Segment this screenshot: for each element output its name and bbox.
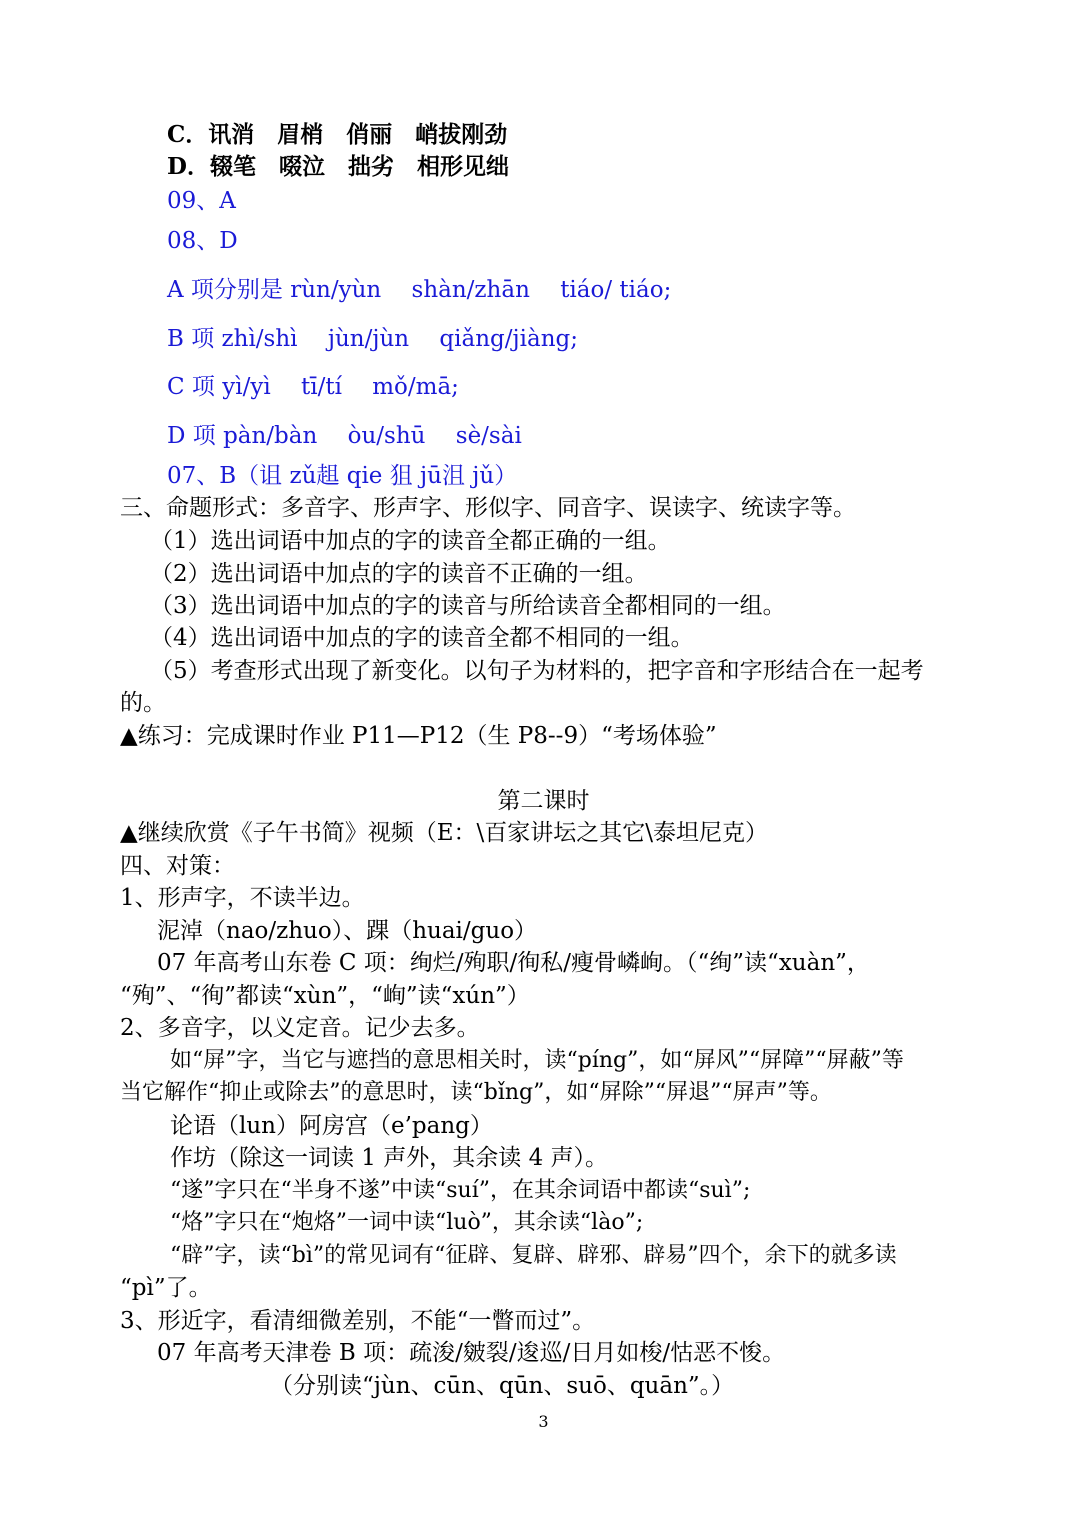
- option-c: C．讯消 眉梢 俏丽 峭拔刚劲: [167, 121, 508, 148]
- strategy-2-line-7: “辟”字，读“bì”的常见词有“征辟、复辟、辟邪、辟易”四个，余下的就多读: [170, 1243, 897, 1268]
- video-note: ▲继续欣赏《子午书简》视频（E：\百家讲坛之其它\泰坦尼克）: [120, 820, 768, 846]
- strategy-1-line-3: “殉”、“徇”都读“xùn”，“峋”读“xún”）: [120, 983, 530, 1009]
- practice-note: ▲练习：完成课时作业 P11—P12（生 P8--9）“考场体验”: [120, 723, 717, 749]
- section3-item-2: （2）选出词语中加点的字的读音不正确的一组。: [150, 561, 648, 587]
- answer-08-b: B 项 zhì/shì jùn/jùn qiǎng/jiàng;: [167, 326, 578, 352]
- strategy-1-line-1: 泥淖（nao/zhuo）、踝（huai/guo）: [157, 918, 538, 944]
- answer-08-c: C 项 yì/yì tī/tí mǒ/mā;: [167, 374, 459, 400]
- strategy-2-line-5: “遂”字只在“半身不遂”中读“suí”，在其余词语中都读“suì”;: [170, 1178, 751, 1203]
- strategy-3-line-2: （分别读“jùn、cūn、qūn、suō、quān”。）: [270, 1373, 735, 1399]
- answer-09: 09、A: [167, 188, 236, 214]
- section3-item-3: （3）选出词语中加点的字的读音与所给读音全都相同的一组。: [150, 593, 786, 619]
- section3-heading: 三、命题形式：多音字、形声字、形似字、同音字、误读字、统读字等。: [120, 495, 856, 521]
- strategy-3-title: 3、形近字，看清细微差别，不能“一瞥而过”。: [120, 1308, 596, 1334]
- answer-08: 08、D: [167, 228, 238, 254]
- section3-item-4: （4）选出词语中加点的字的读音全都不相同的一组。: [150, 625, 694, 651]
- strategy-2-title: 2、多音字，以义定音。记少去多。: [120, 1015, 480, 1041]
- section3-item-5-cont: 的。: [120, 690, 166, 716]
- strategy-2-line-3: 论语（lun）阿房宫（e’pang）: [170, 1113, 493, 1139]
- strategy-2-line-2: 当它解作“抑止或除去”的意思时，读“bǐng”，如“屏除”“屏退”“屏声”等。: [120, 1080, 832, 1105]
- page-number: 3: [538, 1412, 549, 1431]
- answer-07: 07、B（诅 zǔ趄 qie 狙 jū沮 jǔ）: [167, 463, 518, 489]
- lesson-title: 第二课时: [497, 788, 590, 814]
- strategy-2-line-4: 作坊（除这一词读 1 声外，其余读 4 声）。: [170, 1145, 609, 1171]
- strategy-1-title: 1、形声字，不读半边。: [120, 885, 365, 911]
- strategy-2-line-8: “pì”了。: [120, 1275, 212, 1301]
- strategy-2-line-6: “烙”字只在“炮烙”一词中读“luò”，其余读“lào”;: [170, 1210, 644, 1235]
- strategy-heading: 四、对策：: [120, 853, 235, 879]
- answer-08-a: A 项分别是 rùn/yùn shàn/zhān tiáo/ tiáo;: [167, 277, 672, 303]
- section3-item-5: （5）考查形式出现了新变化。以句子为材料的，把字音和字形结合在一起考: [150, 658, 924, 684]
- strategy-3-line-1: 07 年高考天津卷 B 项：疏浚/皴裂/逡巡/日月如梭/怙恶不悛。: [157, 1340, 786, 1366]
- strategy-2-line-1: 如“屏”字，当它与遮挡的意思相关时，读“píng”，如“屏风”“屏障”“屏蔽”等: [170, 1048, 904, 1073]
- answer-08-d: D 项 pàn/bàn òu/shū sè/sài: [167, 423, 522, 449]
- strategy-1-line-2: 07 年高考山东卷 C 项：绚烂/殉职/徇私/瘦骨嶙峋。（“绚”读“xuàn”，: [157, 950, 870, 976]
- option-d: D．辍笔 啜泣 拙劣 相形见绌: [167, 153, 509, 180]
- section3-item-1: （1）选出词语中加点的字的读音全都正确的一组。: [150, 528, 671, 554]
